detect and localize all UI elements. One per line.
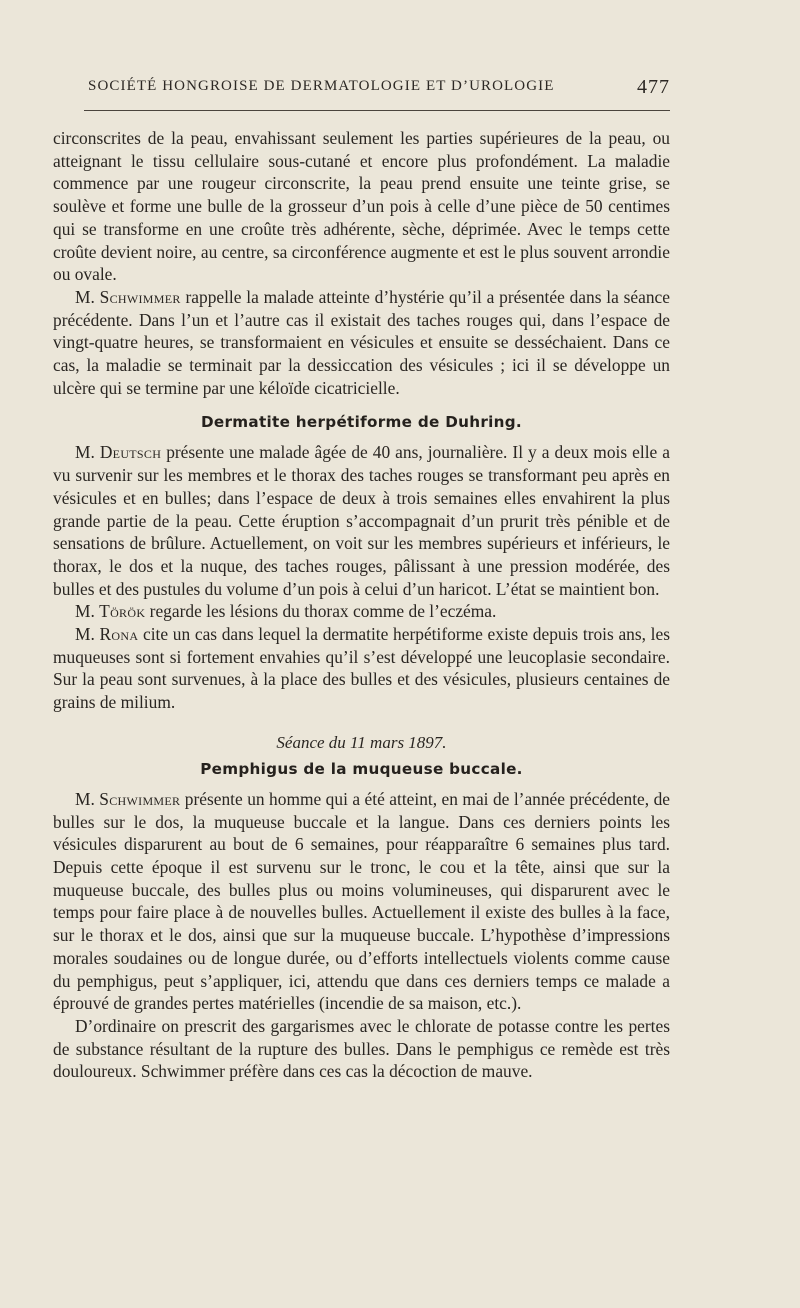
paragraph-text: cite un cas dans lequel la dermatite herpétiforme existe depuis trois ans, les muqueuses sont si fortement envahies qu’il s’est développé une leucoplasie secondaire. Sur la peau sont survenues, à la place des bulles et des vésicules, plusieurs centaines de grains de milium.	[53, 624, 670, 713]
header-rule	[84, 110, 670, 111]
running-header	[88, 78, 670, 102]
speaker-name: Rona	[99, 624, 139, 645]
speaker-name: Schwimmer	[99, 788, 181, 809]
paragraph-schwimmer-remark	[53, 286, 670, 400]
paragraph-rona-case	[53, 623, 670, 714]
paragraph-text: regarde les lésions du thorax comme de l’eczéma.	[149, 601, 497, 622]
section-heading-dermatite: Dermatite herpétiforme de Duhring.	[200, 413, 522, 432]
speaker-name: Török	[99, 601, 146, 622]
speaker-name: Schwimmer	[99, 286, 181, 307]
speaker-prefix: M.	[75, 286, 95, 307]
paragraph-text: présente une malade âgée de 40 ans, journalière. Il y a deux mois elle a vu survenir sur les membres et le thorax des taches rouges se transformant peu après en vésicules et en bulles; dans l’espace de deux à trois semaines elles envahirent la plus grande partie de la peau. Cette éruption s’accompagnait d’un prurit très pénible et de sensations de brûlure. Actuellement, on voit sur les membres supérieurs et inférieurs, le thorax, le dos et la nuque, des taches rouges, pâlissant à une pression modérée, des bulles et des pustules du volume d’un pois à celui d’un haricot. L’état se maintient bon.	[53, 442, 670, 599]
body-text	[53, 127, 670, 1083]
paragraph-deutsch-case	[53, 441, 670, 600]
paragraph-text: présente un homme qui a été atteint, en mai de l’année précédente, de bulles sur le dos, la muqueuse buccale et la langue. Dans ces derniers points les vésicules disparurent au bout de 6 semaines, pour réapparaître 6 semaines plus tard. Depuis cette époque il est survenu sur le tronc, le cou et la tête, ainsi que sur la muqueuse buccale, des bulles plus ou moins volumineuses, qui disparurent avec le temps pour faire place à de nouvelles bulles. Actuellement il existe des bulles à la face, sur le thorax et le dos, ainsi que sur la muqueuse buccale. L’hypothèse d’impressions morales soudaines ou de longue durée, ou d’efforts intellectuels violents comme cause du pemphigus, peut s’appliquer, ici, attendu que dans ces derniers temps ce malade a éprouvé de grandes pertes matérielles (incendie de sa maison, etc.).	[53, 788, 670, 1014]
speaker-prefix: M.	[75, 624, 95, 645]
paragraph-treatment	[53, 1015, 670, 1083]
speaker-name: Deutsch	[99, 442, 162, 463]
page-number: 477	[637, 76, 670, 98]
paragraph-schwimmer-case	[53, 788, 670, 1015]
speaker-prefix: M.	[75, 442, 95, 463]
speaker-prefix: M.	[75, 788, 95, 809]
paragraph-torok-remark	[53, 600, 670, 623]
paragraph-text: circonscrites de la peau, envahissant seulement les parties supérieures de la peau, ou atteignant le tissu cellulaire sous-cutané et encore plus profondément. La maladie commence par une rougeur circonscrite, la peau prend ensuite une teinte grise, se soulève et forme une bulle de la grosseur d’un pois à celle d’une pièce de 50 centimes qui se transforme en une croûte très adhérente, sèche, déprimée. Avec le temps cette croûte devient noire, au centre, sa circonférence augmente et est le plus souvent arrondie ou ovale.	[53, 128, 670, 285]
section-heading-pemphigus: Pemphigus de la muqueuse buccale.	[200, 759, 523, 778]
paragraph-continuation	[53, 127, 670, 286]
paragraph-text: rappelle la malade atteinte d’hystérie qu’il a présentée dans la séance précédente. Dans l’un et l’autre cas il existait des taches rouges qui, dans l’espace de vingt-quatre heures, se transformaient en vésicules et ensuite se desséchaient. Dans ce cas, la maladie se terminait par la dessiccation des vésicules ; ici il se développe un ulcère qui se termine par une kéloïde cicatricielle.	[53, 286, 670, 398]
paragraph-text: D’ordinaire on prescrit des gargarismes avec le chlorate de potasse contre les pertes de substance résultant de la rupture des bulles. Dans le pemphigus ce remède est très douloureux. Schwimmer préfère dans ces cas la décoction de mauve.	[53, 1015, 670, 1082]
running-title: SOCIÉTÉ HONGROISE DE DERMATOLOGIE ET D’UROLOGIE	[88, 78, 555, 94]
session-date: Séance du 11 mars 1897.	[276, 732, 447, 752]
speaker-prefix: M.	[75, 601, 95, 622]
